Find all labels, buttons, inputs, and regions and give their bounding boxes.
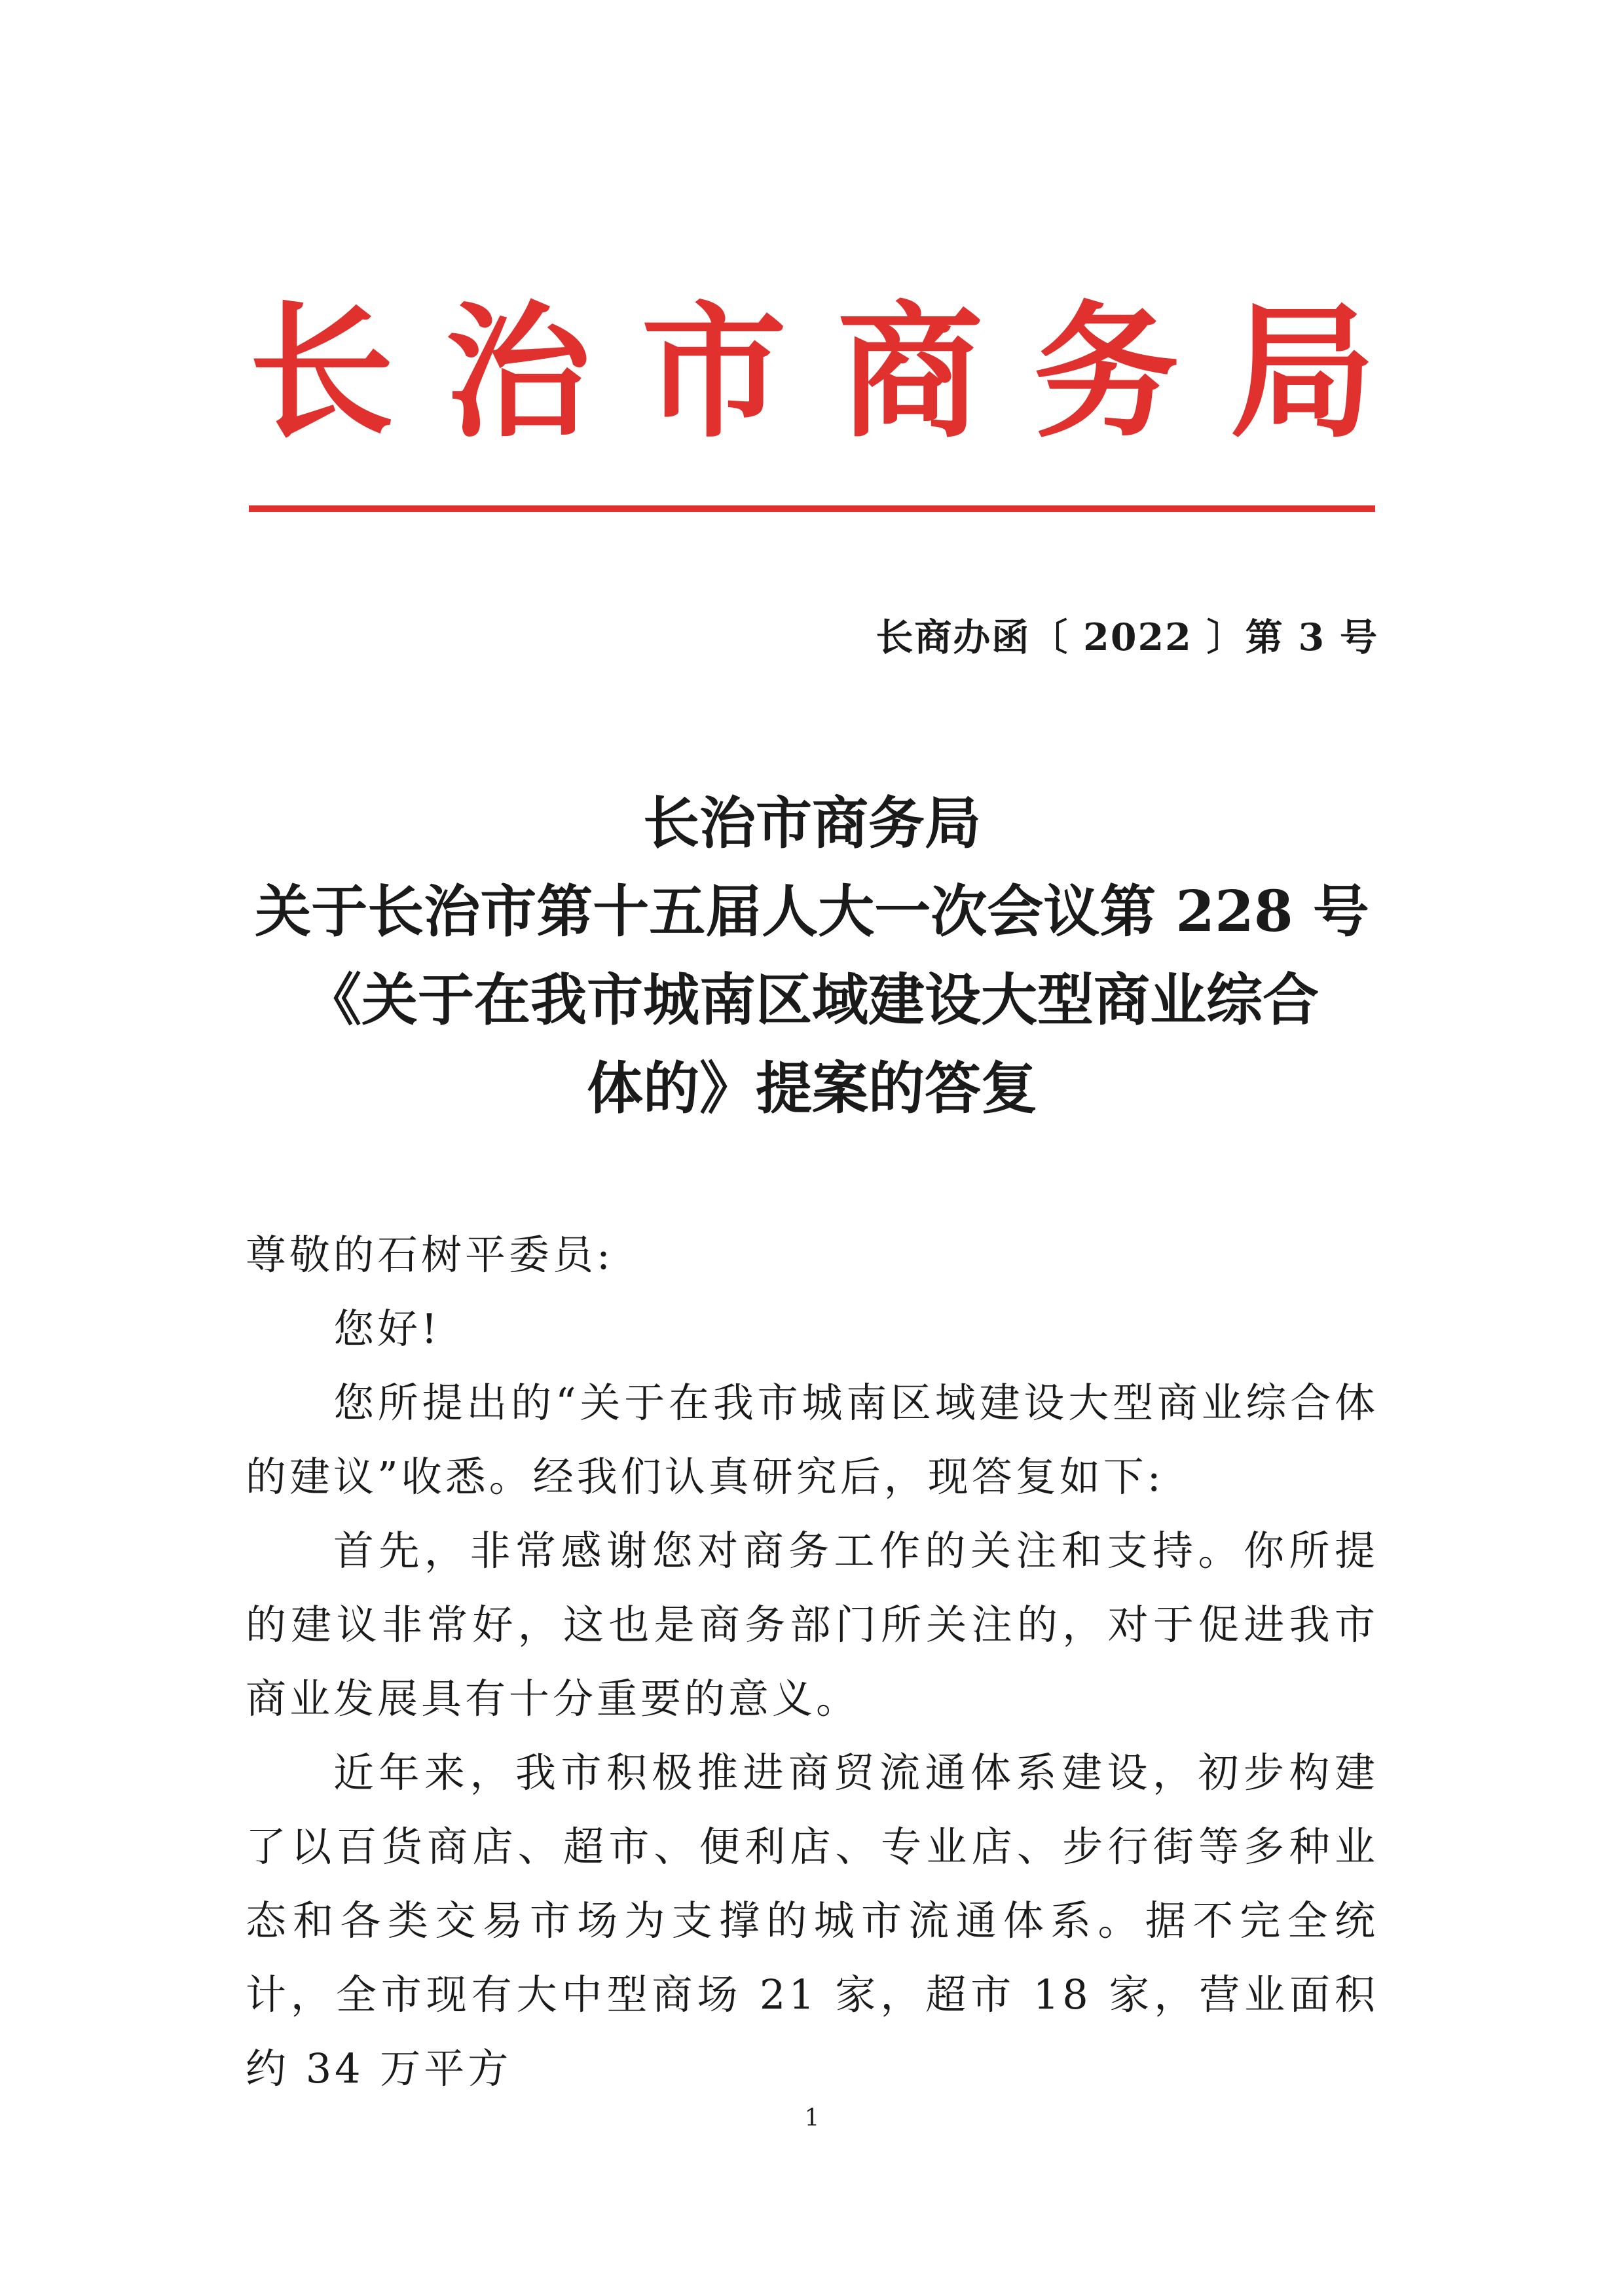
org-header-char: 务 bbox=[1033, 289, 1179, 458]
organization-header bbox=[249, 288, 1375, 458]
greeting: 您好! bbox=[333, 1305, 441, 1353]
title-line: 体的》提案的答复 bbox=[587, 1055, 1037, 1121]
letter-body bbox=[246, 1218, 1378, 2105]
title-line: 长治市商务局 bbox=[643, 790, 981, 856]
body-paragraph: 您所提出的“关于在我市城南区域建设大型商业综合体的建议”收悉。经我们认真研究后，现答复如下: bbox=[246, 1379, 1378, 1501]
org-header-char: 商 bbox=[837, 289, 983, 458]
org-header-char: 治 bbox=[445, 289, 591, 458]
org-header-char: 局 bbox=[1229, 289, 1375, 458]
org-header-char: 市 bbox=[641, 289, 787, 458]
title-line: 《关于在我市城南区域建设大型商业综合 bbox=[305, 967, 1319, 1033]
org-header-char: 长 bbox=[249, 289, 394, 458]
body-paragraph: 近年来，我市积极推进商贸流通体系建设，初步构建了以百货商店、超市、便利店、专业店、步行街等多种业态和各类交易市场为支撑的城市流通体系。据不完全统计，全市现有大中型商场 21 家，超市 18 家，营业面积约 34 万平方 bbox=[246, 1749, 1378, 2092]
document-title bbox=[216, 779, 1408, 1133]
title-line: 关于长治市第十五届人大一次会议第 228 号 bbox=[255, 879, 1369, 945]
body-paragraph: 首先，非常感谢您对商务工作的关注和支持。你所提的建议非常好，这也是商务部门所关注的，对于促进我市商业发展具有十分重要的意义。 bbox=[246, 1527, 1378, 1722]
header-red-divider bbox=[249, 505, 1375, 512]
salutation: 尊敬的石树平委员: bbox=[246, 1231, 614, 1279]
page-number: 1 bbox=[804, 2105, 820, 2132]
document-number: 长商办函〔 2022 〕第 3 号 bbox=[876, 615, 1378, 659]
